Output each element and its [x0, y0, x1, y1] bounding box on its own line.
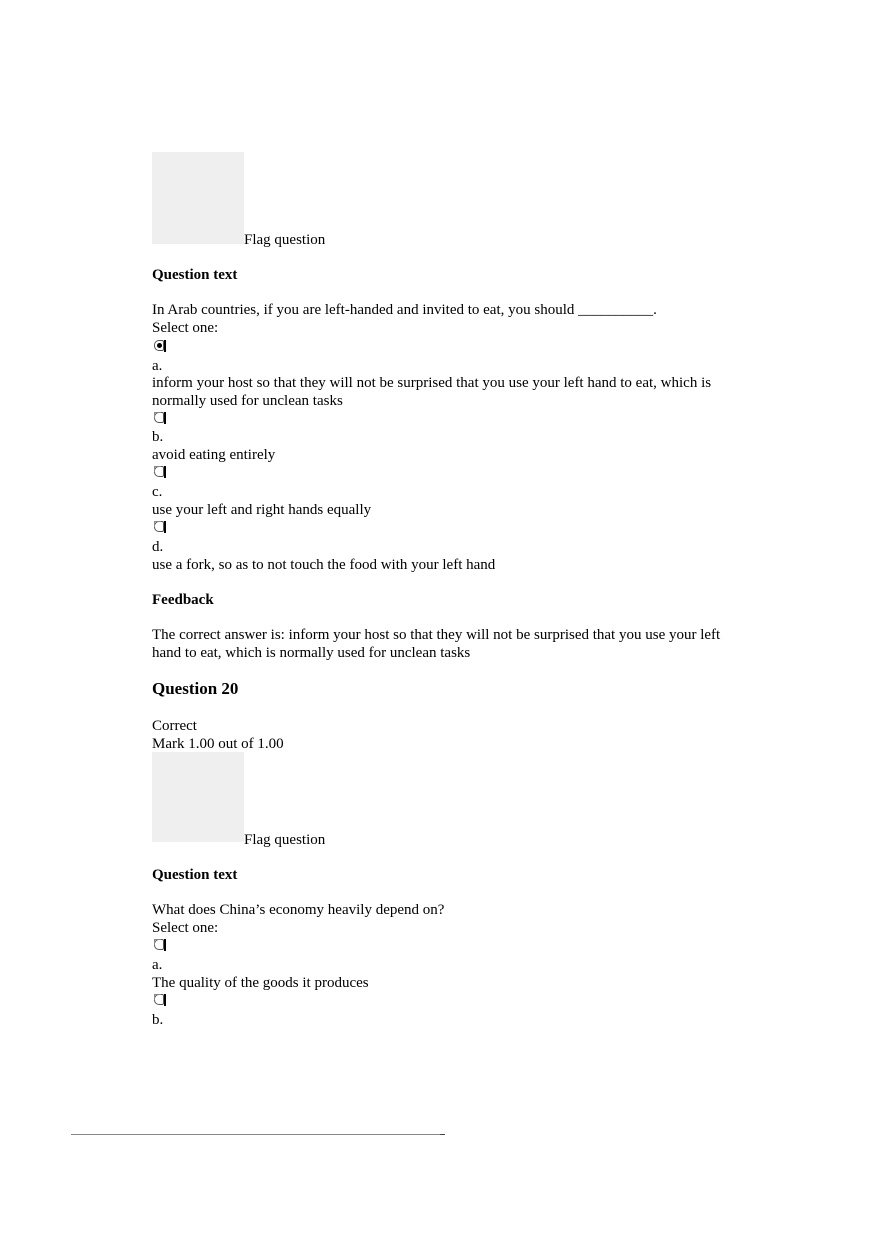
- flag-image: [152, 752, 244, 842]
- feedback-text: The correct answer is: inform your host so that they will not be surprised that you use your left hand to eat, which is normally used for unclean tasks: [152, 627, 721, 661]
- select-one-label: Select one:: [152, 920, 219, 936]
- footer-divider-end: [440, 1134, 445, 1135]
- radio-option-a[interactable]: [154, 340, 164, 351]
- question-text-heading: Question text: [152, 867, 238, 883]
- option-text: The quality of the goods it produces: [152, 975, 369, 991]
- option-letter: b.: [152, 1012, 164, 1028]
- option-letter: a.: [152, 358, 163, 374]
- option-letter: b.: [152, 429, 164, 445]
- flag-question-link[interactable]: Flag question: [244, 832, 326, 848]
- select-one-label: Select one:: [152, 320, 219, 336]
- radio-option-b[interactable]: [154, 412, 164, 423]
- option-text: inform your host so that they will not be surprised that you use your left hand to eat, which is normally used for unclean tasks: [152, 375, 712, 409]
- option-letter: a.: [152, 957, 163, 973]
- question-text-heading: Question text: [152, 267, 238, 283]
- radio-option-c[interactable]: [154, 466, 164, 477]
- radio-option-b[interactable]: [154, 994, 164, 1005]
- question-text: In Arab countries, if you are left-handed and invited to eat, you should __________.: [152, 302, 657, 318]
- question-mark: Mark 1.00 out of 1.00: [152, 736, 284, 752]
- flag-question-link[interactable]: Flag question: [244, 232, 326, 248]
- question-text: What does China’s economy heavily depend on?: [152, 902, 445, 918]
- option-text: use your left and right hands equally: [152, 502, 372, 518]
- option-letter: c.: [152, 484, 163, 500]
- option-text: avoid eating entirely: [152, 447, 276, 463]
- radio-option-a[interactable]: [154, 939, 164, 950]
- feedback-heading: Feedback: [152, 592, 214, 608]
- option-letter: d.: [152, 539, 164, 555]
- question-status: Correct: [152, 718, 197, 734]
- footer-divider: [71, 1134, 443, 1135]
- option-text: use a fork, so as to not touch the food with your left hand: [152, 557, 496, 573]
- question-title: Question 20: [152, 679, 239, 698]
- radio-option-d[interactable]: [154, 521, 164, 532]
- flag-image: [152, 152, 244, 244]
